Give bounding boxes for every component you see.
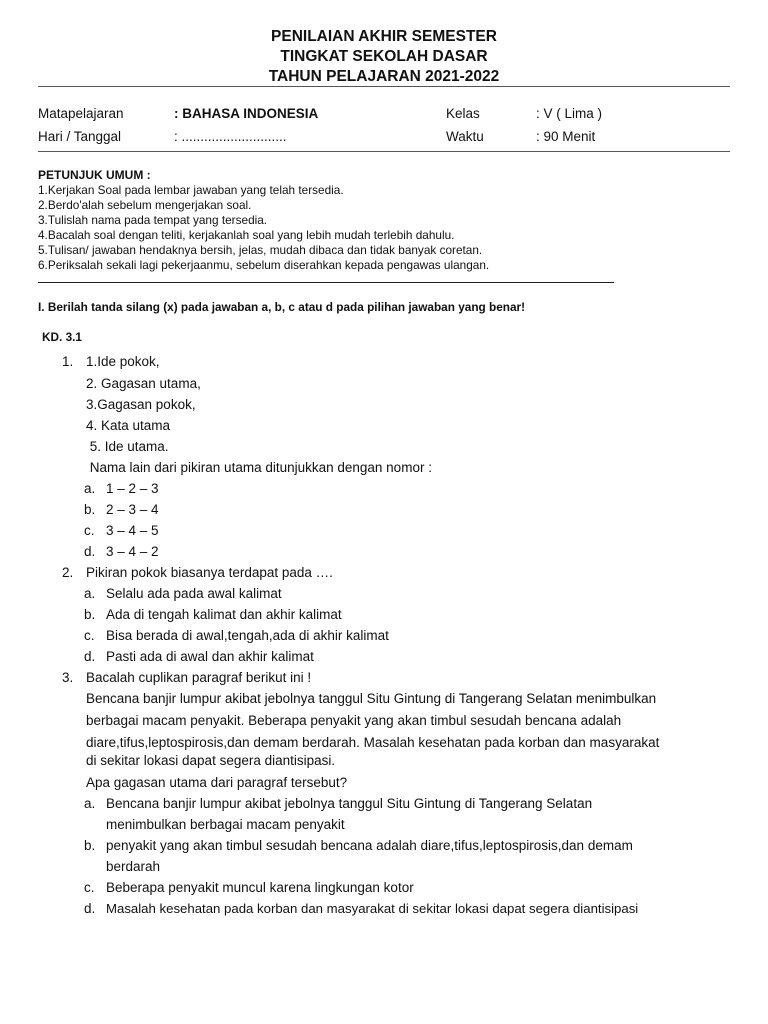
question-number: 2. [62, 565, 74, 580]
title-line-3: TAHUN PELAJARAN 2021-2022 [268, 68, 500, 85]
option-letter: b. [84, 838, 96, 853]
divider [38, 86, 730, 87]
question-line: 5. Ide utama. [86, 439, 169, 454]
option-letter: d. [84, 544, 96, 559]
question-line: 2. Gagasan utama, [86, 376, 201, 391]
option-text: Ada di tengah kalimat dan akhir kalimat [106, 607, 342, 622]
instruction-item: 2.Berdo'alah sebelum mengerjakan soal. [38, 198, 252, 212]
title-line-2: TINGKAT SEKOLAH DASAR [280, 48, 488, 65]
question-number: 1. [62, 354, 74, 369]
subject-label: Matapelajaran [38, 106, 124, 121]
option-text: 2 – 3 – 4 [106, 502, 159, 517]
option-text-continued: berdarah [106, 859, 161, 874]
question-line: Bacalah cuplikan paragraf berikut ini ! [86, 670, 312, 685]
option-text: Selalu ada pada awal kalimat [106, 586, 282, 601]
option-text: Bisa berada di awal,tengah,ada di akhir kalimat [106, 628, 389, 643]
option-letter: c. [84, 628, 95, 643]
option-letter: d. [84, 649, 96, 664]
option-letter: c. [84, 523, 95, 538]
question-line: 1.Ide pokok, [86, 354, 160, 369]
instruction-item: 3.Tulislah nama pada tempat yang tersedia. [38, 213, 268, 227]
question-line: Pikiran pokok biasanya terdapat pada …. [86, 565, 333, 580]
class-value: : V ( Lima ) [536, 106, 603, 121]
question-line: 3.Gagasan pokok, [86, 397, 196, 412]
instructions-heading: PETUNJUK UMUM : [38, 168, 151, 182]
divider [38, 282, 614, 283]
option-text: 1 – 2 – 3 [106, 481, 159, 496]
option-text: 3 – 4 – 2 [106, 544, 159, 559]
question-line: 4. Kata utama [86, 418, 171, 433]
title-line-1: PENILAIAN AKHIR SEMESTER [271, 28, 497, 45]
instruction-item: 4.Bacalah soal dengan teliti, kerjakanlah soal yang lebih mudah terlebih dahulu. [38, 228, 455, 242]
option-text: Beberapa penyakit muncul karena lingkungan kotor [106, 880, 414, 895]
date-value: : ............................ [174, 129, 287, 144]
question-number: 3. [62, 670, 74, 685]
option-letter: a. [84, 796, 96, 811]
option-letter: c. [84, 880, 95, 895]
option-letter: d. [84, 901, 96, 916]
instructions [38, 168, 489, 273]
question-line: diare,tifus,leptospirosis,dan demam berdarah. Masalah kesehatan pada korban dan masyarakat [86, 735, 660, 750]
subject-value: : BAHASA INDONESIA [174, 106, 319, 121]
time-value: : 90 Menit [536, 129, 596, 144]
option-letter: a. [84, 586, 96, 601]
instruction-item: 5.Tulisan/ jawaban hendaknya bersih, jelas, mudah dibaca dan tidak banyak coretan. [38, 243, 483, 257]
question-line: di sekitar lokasi dapat segera diantisipasi. [86, 753, 336, 768]
question-line: berbagai macam penyakit. Beberapa penyakit yang akan timbul sesudah bencana adalah [86, 713, 622, 728]
question-line: Apa gagasan utama dari paragraf tersebut? [86, 775, 348, 790]
option-text: Masalah kesehatan pada korban dan masyarakat di sekitar lokasi dapat segera diantisipasi [106, 901, 639, 916]
question-line: Nama lain dari pikiran utama ditunjukkan dengan nomor : [86, 460, 432, 475]
option-letter: b. [84, 502, 96, 517]
class-label: Kelas [446, 106, 480, 121]
option-text-continued: menimbulkan berbagai macam penyakit [106, 817, 345, 832]
divider [38, 151, 730, 152]
option-text: Pasti ada di awal dan akhir kalimat [106, 649, 314, 664]
section-instruction: I. Berilah tanda silang (x) pada jawaban a, b, c atau d pada pilihan jawaban yang benar! [38, 300, 526, 314]
instruction-item: 1.Kerjakan Soal pada lembar jawaban yang telah tersedia. [38, 183, 344, 197]
option-letter: a. [84, 481, 96, 496]
instruction-item: 6.Periksalah sekali lagi pekerjaanmu, sebelum diserahkan kepada pengawas ulangan. [38, 258, 490, 272]
option-text: Bencana banjir lumpur akibat jebolnya tanggul Situ Gintung di Tangerang Selatan [106, 796, 593, 811]
option-text: 3 – 4 – 5 [106, 523, 159, 538]
option-letter: b. [84, 607, 96, 622]
kd-label: KD. 3.1 [42, 330, 82, 344]
option-text: penyakit yang akan timbul sesudah bencana adalah diare,tifus,leptospirosis,dan demam [106, 838, 633, 853]
question-line: Bencana banjir lumpur akibat jebolnya tanggul Situ Gintung di Tangerang Selatan menimbulkan [86, 691, 657, 706]
date-label: Hari / Tanggal [38, 129, 122, 144]
time-label: Waktu [446, 129, 484, 144]
